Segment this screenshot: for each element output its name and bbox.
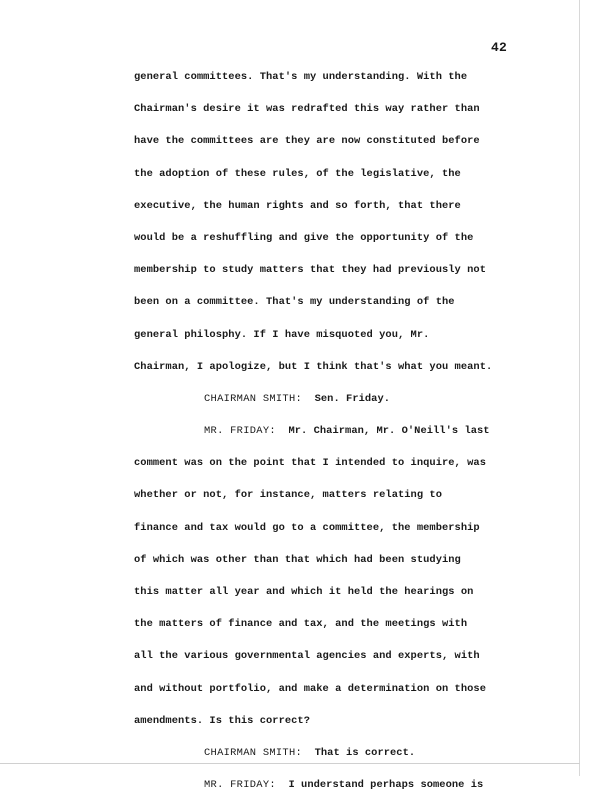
- transcript-line: whether or not, for instance, matters relating to: [134, 489, 442, 502]
- page-right-edge: [579, 0, 580, 776]
- transcript-line: general philosphy. If I have misquoted you, Mr.: [134, 328, 430, 341]
- transcript-line: of which was other than that which had been studying: [134, 553, 461, 566]
- transcript-line: been on a committee. That's my understanding of the: [134, 296, 455, 309]
- speaker-turn: [134, 386, 554, 418]
- page-number: 42: [491, 40, 508, 55]
- transcript-line: all the various governmental agencies and experts, with: [134, 650, 480, 663]
- speaker-text: Sen. Friday.: [302, 392, 391, 405]
- transcript-line: Chairman, I apologize, but I think that's what you meant.: [134, 360, 493, 373]
- speaker-name: CHAIRMAN SMITH:: [204, 746, 303, 759]
- transcript-line: amendments. Is this correct?: [134, 714, 310, 727]
- transcript-line: have the committees are they are now constituted before: [134, 135, 480, 148]
- speaker-name: MR. FRIDAY:: [204, 779, 276, 792]
- speaker-turn: [134, 418, 554, 450]
- speaker-text: Mr. Chairman, Mr. O'Neill's last: [275, 425, 490, 438]
- transcript-line: finance and tax would go to a committee, the membership: [134, 521, 480, 534]
- transcript-line: executive, the human rights and so forth, that there: [134, 199, 461, 212]
- speaker-text: That is correct.: [302, 746, 416, 759]
- transcript-line: comment was on the point that I intended to inquire, was: [134, 457, 486, 470]
- transcript-line: membership to study matters that they had previously not: [134, 264, 486, 277]
- transcript-line: and without portfolio, and make a determination on those: [134, 682, 486, 695]
- speaker-turn: [134, 740, 554, 772]
- transcript-line: the adoption of these rules, of the legislative, the: [134, 167, 461, 180]
- transcript-line: this matter all year and which it held the hearings on: [134, 586, 474, 598]
- transcript-line: the matters of finance and tax, and the meetings with: [134, 618, 468, 631]
- speaker-turn: [134, 772, 554, 804]
- transcript-line: would be a reshuffling and give the opportunity of the: [134, 231, 474, 244]
- speaker-name: MR. FRIDAY:: [204, 425, 276, 438]
- speaker-name: CHAIRMAN SMITH:: [204, 392, 303, 405]
- transcript-body: [134, 64, 554, 804]
- speaker-text: I understand perhaps someone is: [275, 779, 484, 792]
- transcript-line: general committees. That's my understanding. With the: [134, 71, 468, 83]
- transcript-line: Chairman's desire it was redrafted this way rather than: [134, 103, 480, 116]
